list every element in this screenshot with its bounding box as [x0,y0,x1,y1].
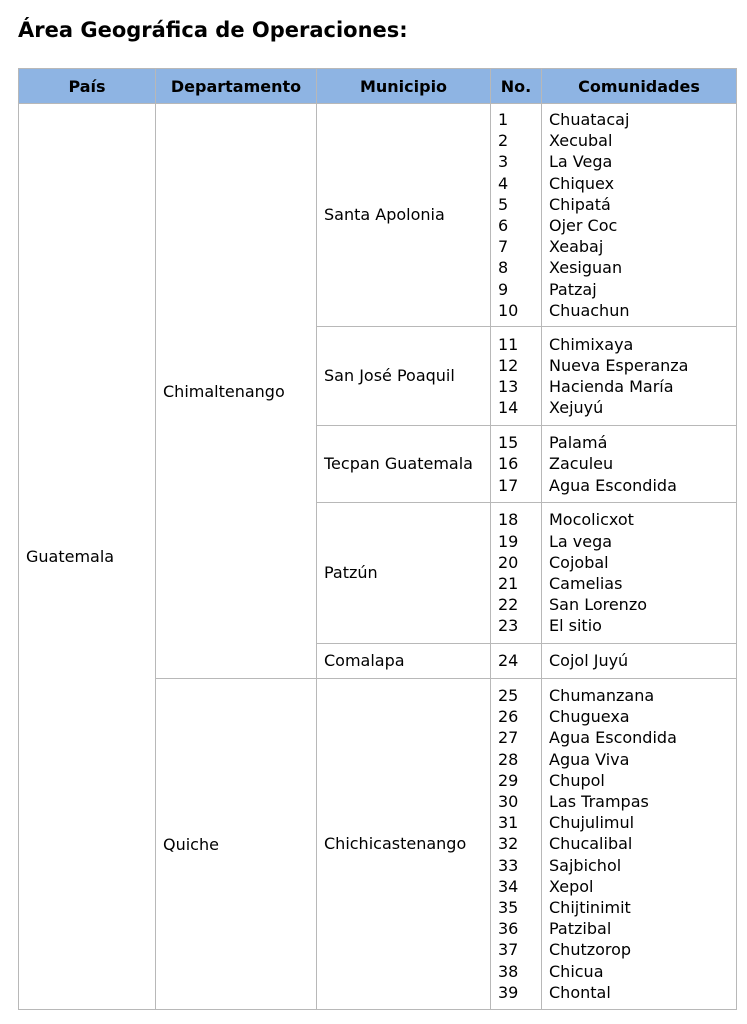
community-name: Chijtinimit [549,898,631,917]
number-cell [491,426,542,503]
header-row [19,69,737,104]
community-number: 6 [498,216,509,235]
community-number: 12 [498,355,519,375]
community-number: 24 [498,651,519,671]
municipio-cell: Chichicastenango [317,679,491,1010]
header-no: No. [491,69,542,104]
number-cell [491,104,542,327]
number-cell [491,327,542,426]
header-municipio: Municipio [317,69,491,104]
community-number: 20 [498,552,519,572]
municipio-cell: San José Poaquil [317,327,491,426]
municipio-cell: Comalapa [317,644,491,679]
community-name: Camelias [549,574,623,593]
community-number: 9 [498,279,509,299]
table-body [19,104,737,1010]
community-number: 23 [498,616,519,636]
community-name: Xeabaj [549,237,604,257]
community-name: Chuachun [549,300,630,320]
community-name: Chucalibal [549,834,633,854]
community-name: Agua Viva [549,749,630,769]
community-number: 32 [498,834,519,854]
community-name: Xepol [549,876,594,896]
operations-table [18,68,737,1010]
community-name: Zaculeu [549,454,614,474]
community-name: San Lorenzo [549,595,648,615]
community-number: 33 [498,855,519,875]
community-name: Chutzorop [549,940,632,960]
community-number: 30 [498,791,519,811]
community-name: El sitio [549,616,602,636]
community-number: 21 [498,574,519,593]
community-name: Patzaj [549,279,597,299]
pais-cell: Guatemala [19,104,156,1010]
community-number: 35 [498,898,519,917]
community-number: 11 [498,334,519,354]
community-name: Nueva Esperanza [549,355,689,375]
page-title: Área Geográfica de Operaciones: [18,18,408,42]
header-pais: País [19,69,156,104]
community-number: 18 [498,510,519,530]
community-name: Chontal [549,982,611,1002]
municipio-cell: Santa Apolonia [317,104,491,327]
community-number: 29 [498,770,519,790]
community-number: 37 [498,940,519,960]
table-header [19,69,737,104]
community-number: 25 [498,685,519,705]
community-name: Xesiguan [549,258,623,278]
community-name: Chumanzana [549,685,655,705]
community-number: 22 [498,595,519,615]
number-cell [491,644,542,679]
community-number: 16 [498,454,519,474]
community-name: La Vega [549,152,613,172]
community-number: 8 [498,258,509,278]
community-number: 36 [498,919,519,939]
community-name: Agua Escondida [549,728,677,748]
community-number: 26 [498,707,519,727]
community-name: Hacienda María [549,377,674,396]
departamento-cell: Chimaltenango [156,104,317,679]
community-name: Cojobal [549,552,609,572]
community-name: Sajbichol [549,855,622,875]
community-number: 17 [498,475,519,495]
municipio-cell: Tecpan Guatemala [317,426,491,503]
comunidades-cell [542,104,737,327]
community-number: 15 [498,433,519,453]
community-name: Chuguexa [549,707,630,727]
comunidades-cell [542,426,737,503]
community-number: 5 [498,194,509,214]
comunidades-cell [542,327,737,426]
community-number: 10 [498,300,519,320]
community-number: 31 [498,813,519,833]
community-name: Xecubal [549,131,613,151]
number-cell [491,503,542,644]
community-name: Chujulimul [549,813,635,833]
comunidades-cell [542,503,737,644]
comunidades-cell [542,644,737,679]
community-number: 38 [498,961,519,981]
community-number: 19 [498,531,519,551]
community-name: Chicua [549,961,604,981]
community-name: Palamá [549,433,608,453]
community-name: Chiquex [549,173,615,193]
community-name: Chuatacaj [549,109,630,129]
comunidades-cell [542,679,737,1010]
community-name: La vega [549,531,613,551]
community-name: Agua Escondida [549,475,677,495]
number-cell [491,679,542,1010]
departamento-cell: Quiche [156,679,317,1010]
community-number: 34 [498,876,519,896]
community-name: Cojol Juyú [549,651,629,671]
community-name: Mocolicxot [549,510,634,530]
community-name: Las Trampas [549,791,649,811]
community-number: 27 [498,728,519,748]
community-number: 28 [498,749,519,769]
community-number: 14 [498,398,519,418]
community-number: 4 [498,173,509,193]
header-comunidades: Comunidades [542,69,737,104]
community-name: Patzibal [549,919,612,939]
header-departamento: Departamento [156,69,317,104]
community-number: 39 [498,982,519,1002]
community-name: Chipatá [549,194,611,214]
community-number: 3 [498,152,509,172]
table-row [19,104,737,327]
community-name: Chupol [549,770,605,790]
community-number: 13 [498,377,519,396]
community-number: 7 [498,237,509,257]
community-number: 1 [498,109,509,129]
community-number: 2 [498,131,509,151]
community-name: Xejuyú [549,398,604,418]
community-name: Chimixaya [549,334,634,354]
municipio-cell: Patzún [317,503,491,644]
community-name: Ojer Coc [549,216,618,235]
